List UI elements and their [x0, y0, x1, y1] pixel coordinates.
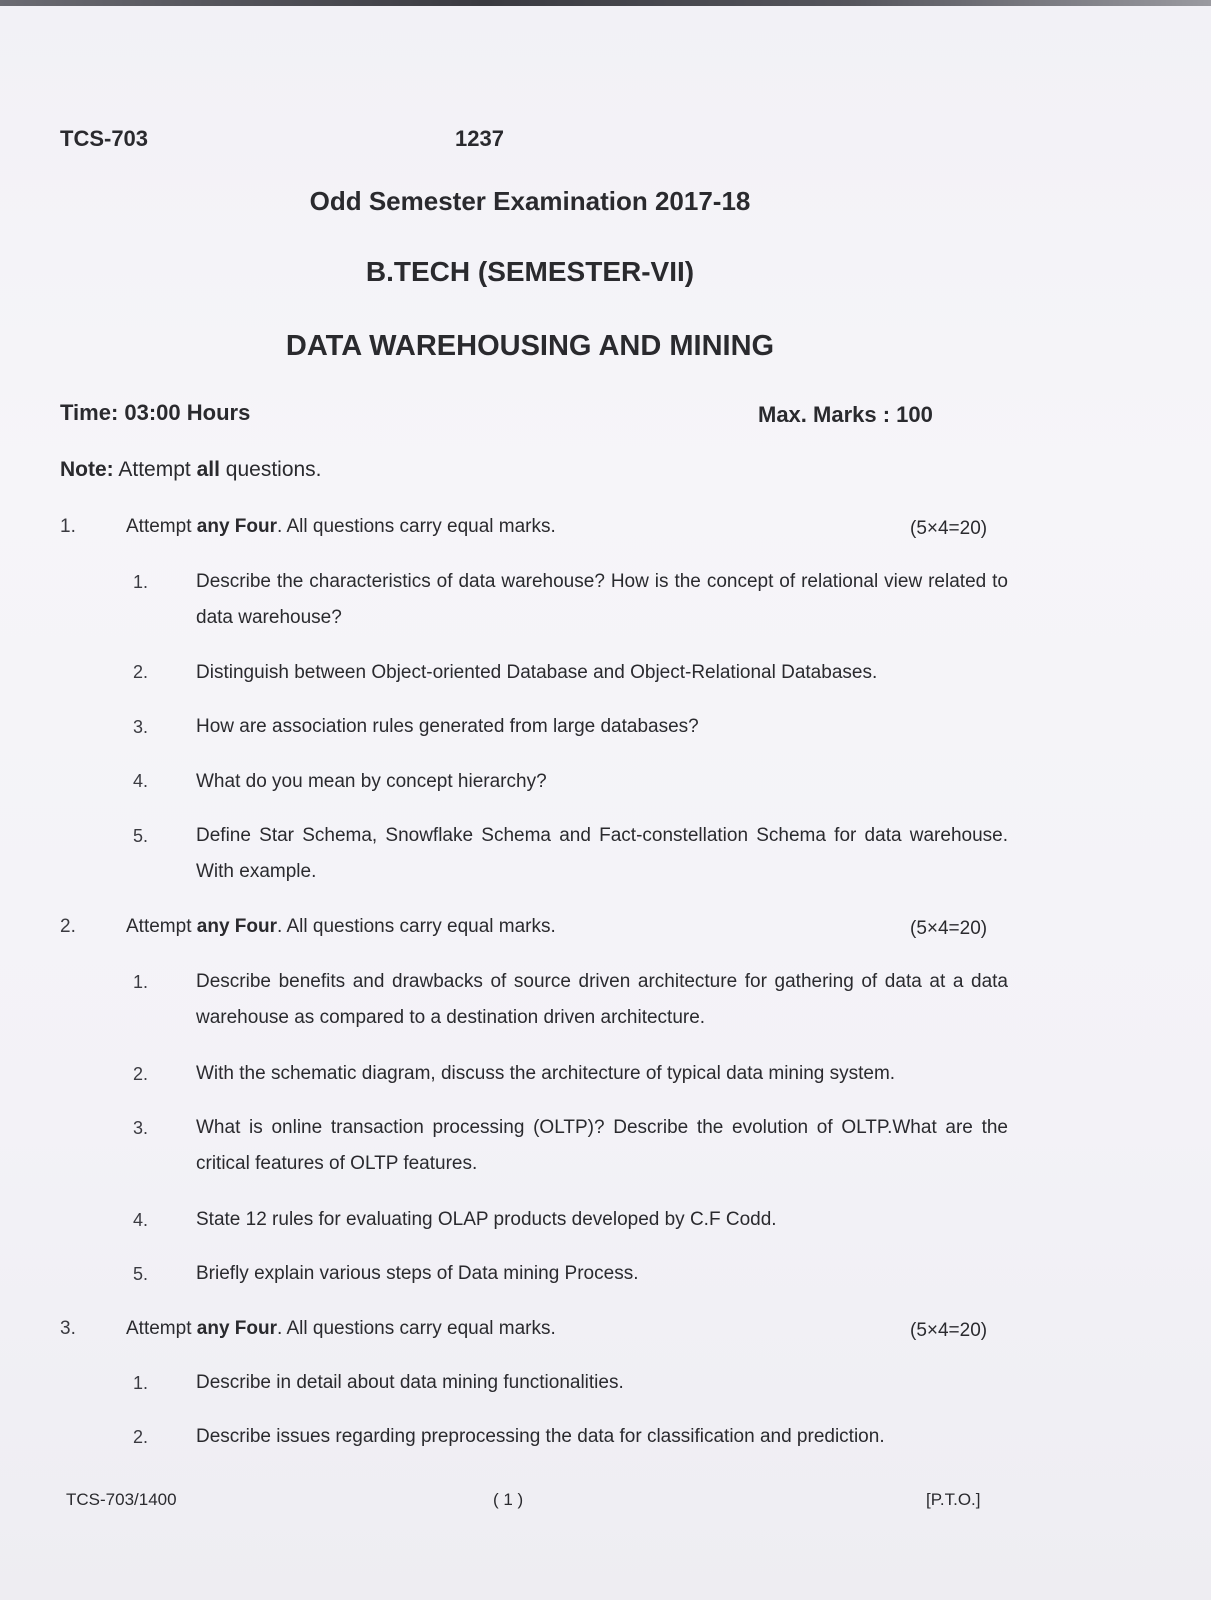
subject-title: DATA WAREHOUSING AND MINING [285, 330, 775, 362]
scan-top-edge [0, 0, 1211, 6]
q2-sub-2-text: With the schematic diagram, discuss the architecture of typical data mining system. [196, 1063, 896, 1084]
q2-sub-3-text: What is online transaction processing (OLTP)? Describe the evolution of OLTP.What are the critical features of OLTP features. [196, 1117, 1008, 1174]
q2-sub-5-text: Briefly explain various steps of Data mining Process. [196, 1263, 639, 1284]
q1-sub-3-number: 3. [133, 717, 149, 737]
q2-sub-5-number: 5. [133, 1264, 149, 1284]
note-post: questions. [225, 458, 322, 481]
q3-sub-1-text: Describe in detail about data mining functionalities. [196, 1372, 624, 1393]
question-2-instruction: Attempt any Four. All questions carry equal marks. [126, 916, 556, 937]
q1-sub-3-text: How are association rules generated from large databases? [196, 716, 699, 737]
q3-sub-2-text: Describe issues regarding preprocessing the data for classification and prediction. [196, 1426, 885, 1447]
q2-sub-4-text: State 12 rules for evaluating OLAP products developed by C.F Codd. [196, 1209, 777, 1230]
question-1-marks: (5×4=20) [910, 518, 988, 539]
question-3-instruction: Attempt any Four. All questions carry equal marks. [126, 1318, 556, 1339]
q2-sub-4-number: 4. [133, 1210, 149, 1230]
q1-sub-5-number: 5. [133, 826, 149, 846]
serial-number: 1237 [455, 126, 504, 151]
footer-pto: [P.T.O.] [926, 1490, 981, 1509]
q2-sub-2-number: 2. [133, 1064, 149, 1084]
q1-sub-4-number: 4. [133, 771, 149, 791]
note-label: Note: [60, 458, 114, 481]
note-line [60, 458, 322, 482]
max-marks: Max. Marks : 100 [758, 402, 933, 427]
q1-sub-1-text: Describe the characteristics of data warehouse? How is the concept of relational view related to data warehouse? [196, 571, 1008, 628]
question-1-instruction: Attempt any Four. All questions carry equal marks. [126, 516, 556, 537]
exam-title: Odd Semester Examination 2017-18 [309, 186, 751, 216]
q1-sub-5-text: Define Star Schema, Snowflake Schema and Fact-constellation Schema for data warehouse. With example. [196, 825, 1008, 882]
q1-sub-2-text: Distinguish between Object-oriented Database and Object-Relational Databases. [196, 662, 878, 683]
note-bold: all [196, 458, 220, 481]
q1-sub-1-number: 1. [133, 572, 149, 592]
course-title: B.TECH (SEMESTER-VII) [365, 256, 695, 287]
q2-sub-3-number: 3. [133, 1118, 149, 1138]
question-2-number: 2. [60, 916, 76, 937]
question-2-marks: (5×4=20) [910, 918, 988, 939]
footer-code: TCS-703/1400 [66, 1490, 177, 1509]
q3-sub-2-number: 2. [133, 1427, 149, 1447]
note-pre: Attempt [118, 458, 191, 481]
q2-sub-1-number: 1. [133, 972, 149, 992]
q2-sub-1-text: Describe benefits and drawbacks of source driven architecture for gathering of data at a data warehouse as compared to a destination driven architecture. [196, 971, 1008, 1028]
question-3-number: 3. [60, 1318, 76, 1339]
q3-sub-1-number: 1. [133, 1373, 149, 1393]
paper-code: TCS-703 [60, 126, 149, 151]
footer-page-number: ( 1 ) [493, 1490, 524, 1509]
q1-sub-4-text: What do you mean by concept hierarchy? [196, 771, 547, 792]
q1-sub-2-number: 2. [133, 662, 149, 682]
time-allowed: Time: 03:00 Hours [60, 400, 251, 425]
question-3-marks: (5×4=20) [910, 1320, 988, 1341]
question-1-number: 1. [60, 516, 76, 537]
